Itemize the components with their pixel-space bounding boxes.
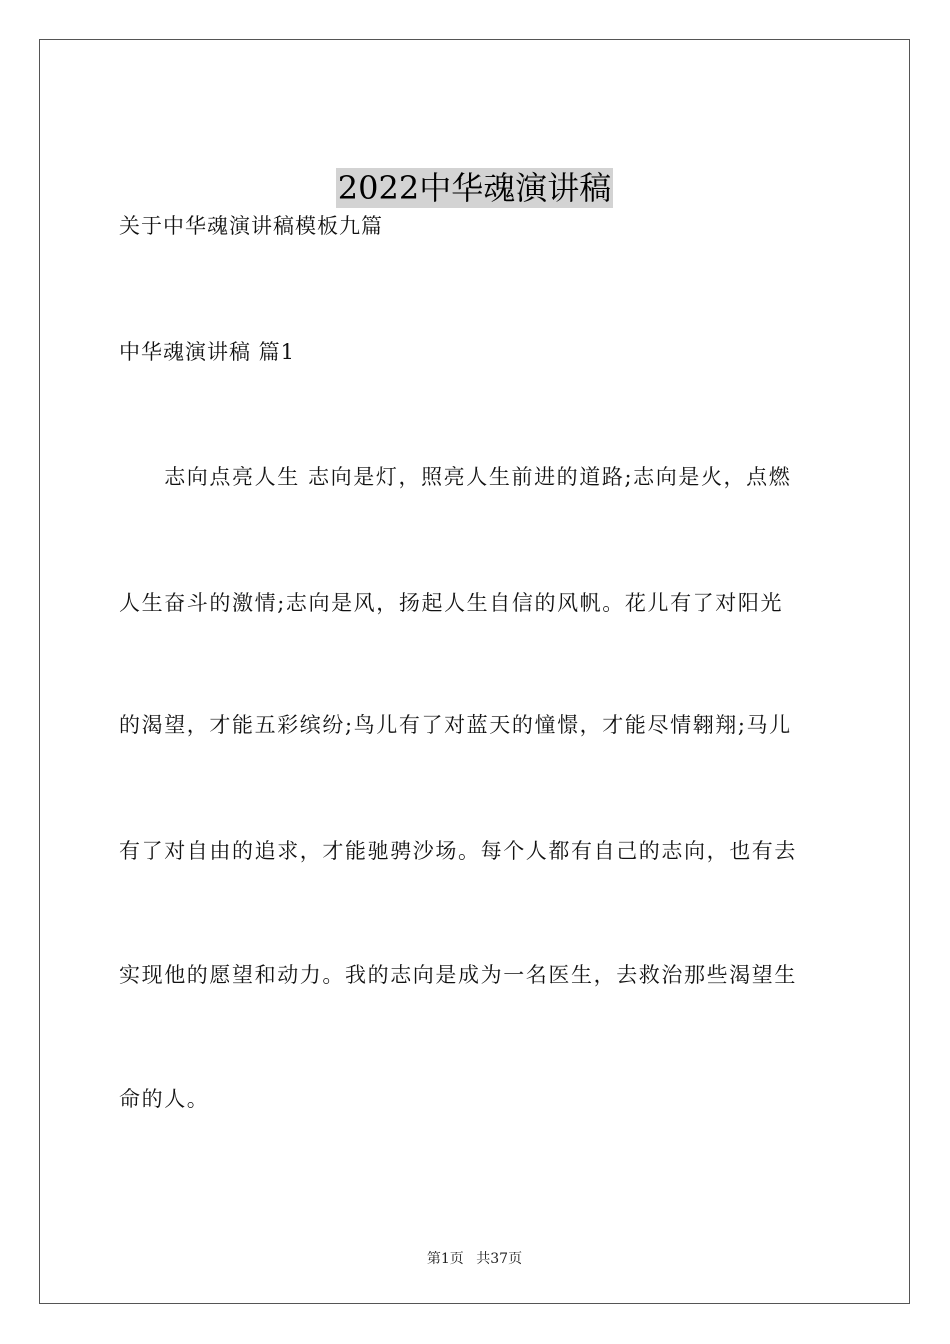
document-subtitle: 关于中华魂演讲稿模板九篇 (119, 214, 383, 238)
document-page (39, 39, 910, 1304)
section-heading: 中华魂演讲稿 篇1 (119, 340, 296, 364)
paragraph-line: 有了对自由的追求，才能驰骋沙场。每个人都有自己的志向，也有去 (119, 839, 797, 863)
document-title: 2022中华魂演讲稿 (337, 169, 612, 207)
page-number: 第1页 (426, 1251, 464, 1267)
paragraph-line: 志向点亮人生 志向是灯，照亮人生前进的道路;志向是火，点燃 (119, 465, 792, 489)
paragraph-line: 人生奋斗的激情;志向是风，扬起人生自信的风帆。花儿有了对阳光 (119, 591, 784, 615)
paragraph-line: 命的人。 (119, 1087, 210, 1111)
paragraph-line: 实现他的愿望和动力。我的志向是成为一名医生，去救治那些渴望生 (119, 963, 797, 987)
total-pages: 共37页 (476, 1251, 523, 1267)
paragraph-line: 的渴望，才能五彩缤纷;鸟儿有了对蓝天的憧憬，才能尽情翱翔;马儿 (119, 713, 792, 737)
page-footer (40, 1248, 909, 1268)
title-container (40, 168, 909, 208)
